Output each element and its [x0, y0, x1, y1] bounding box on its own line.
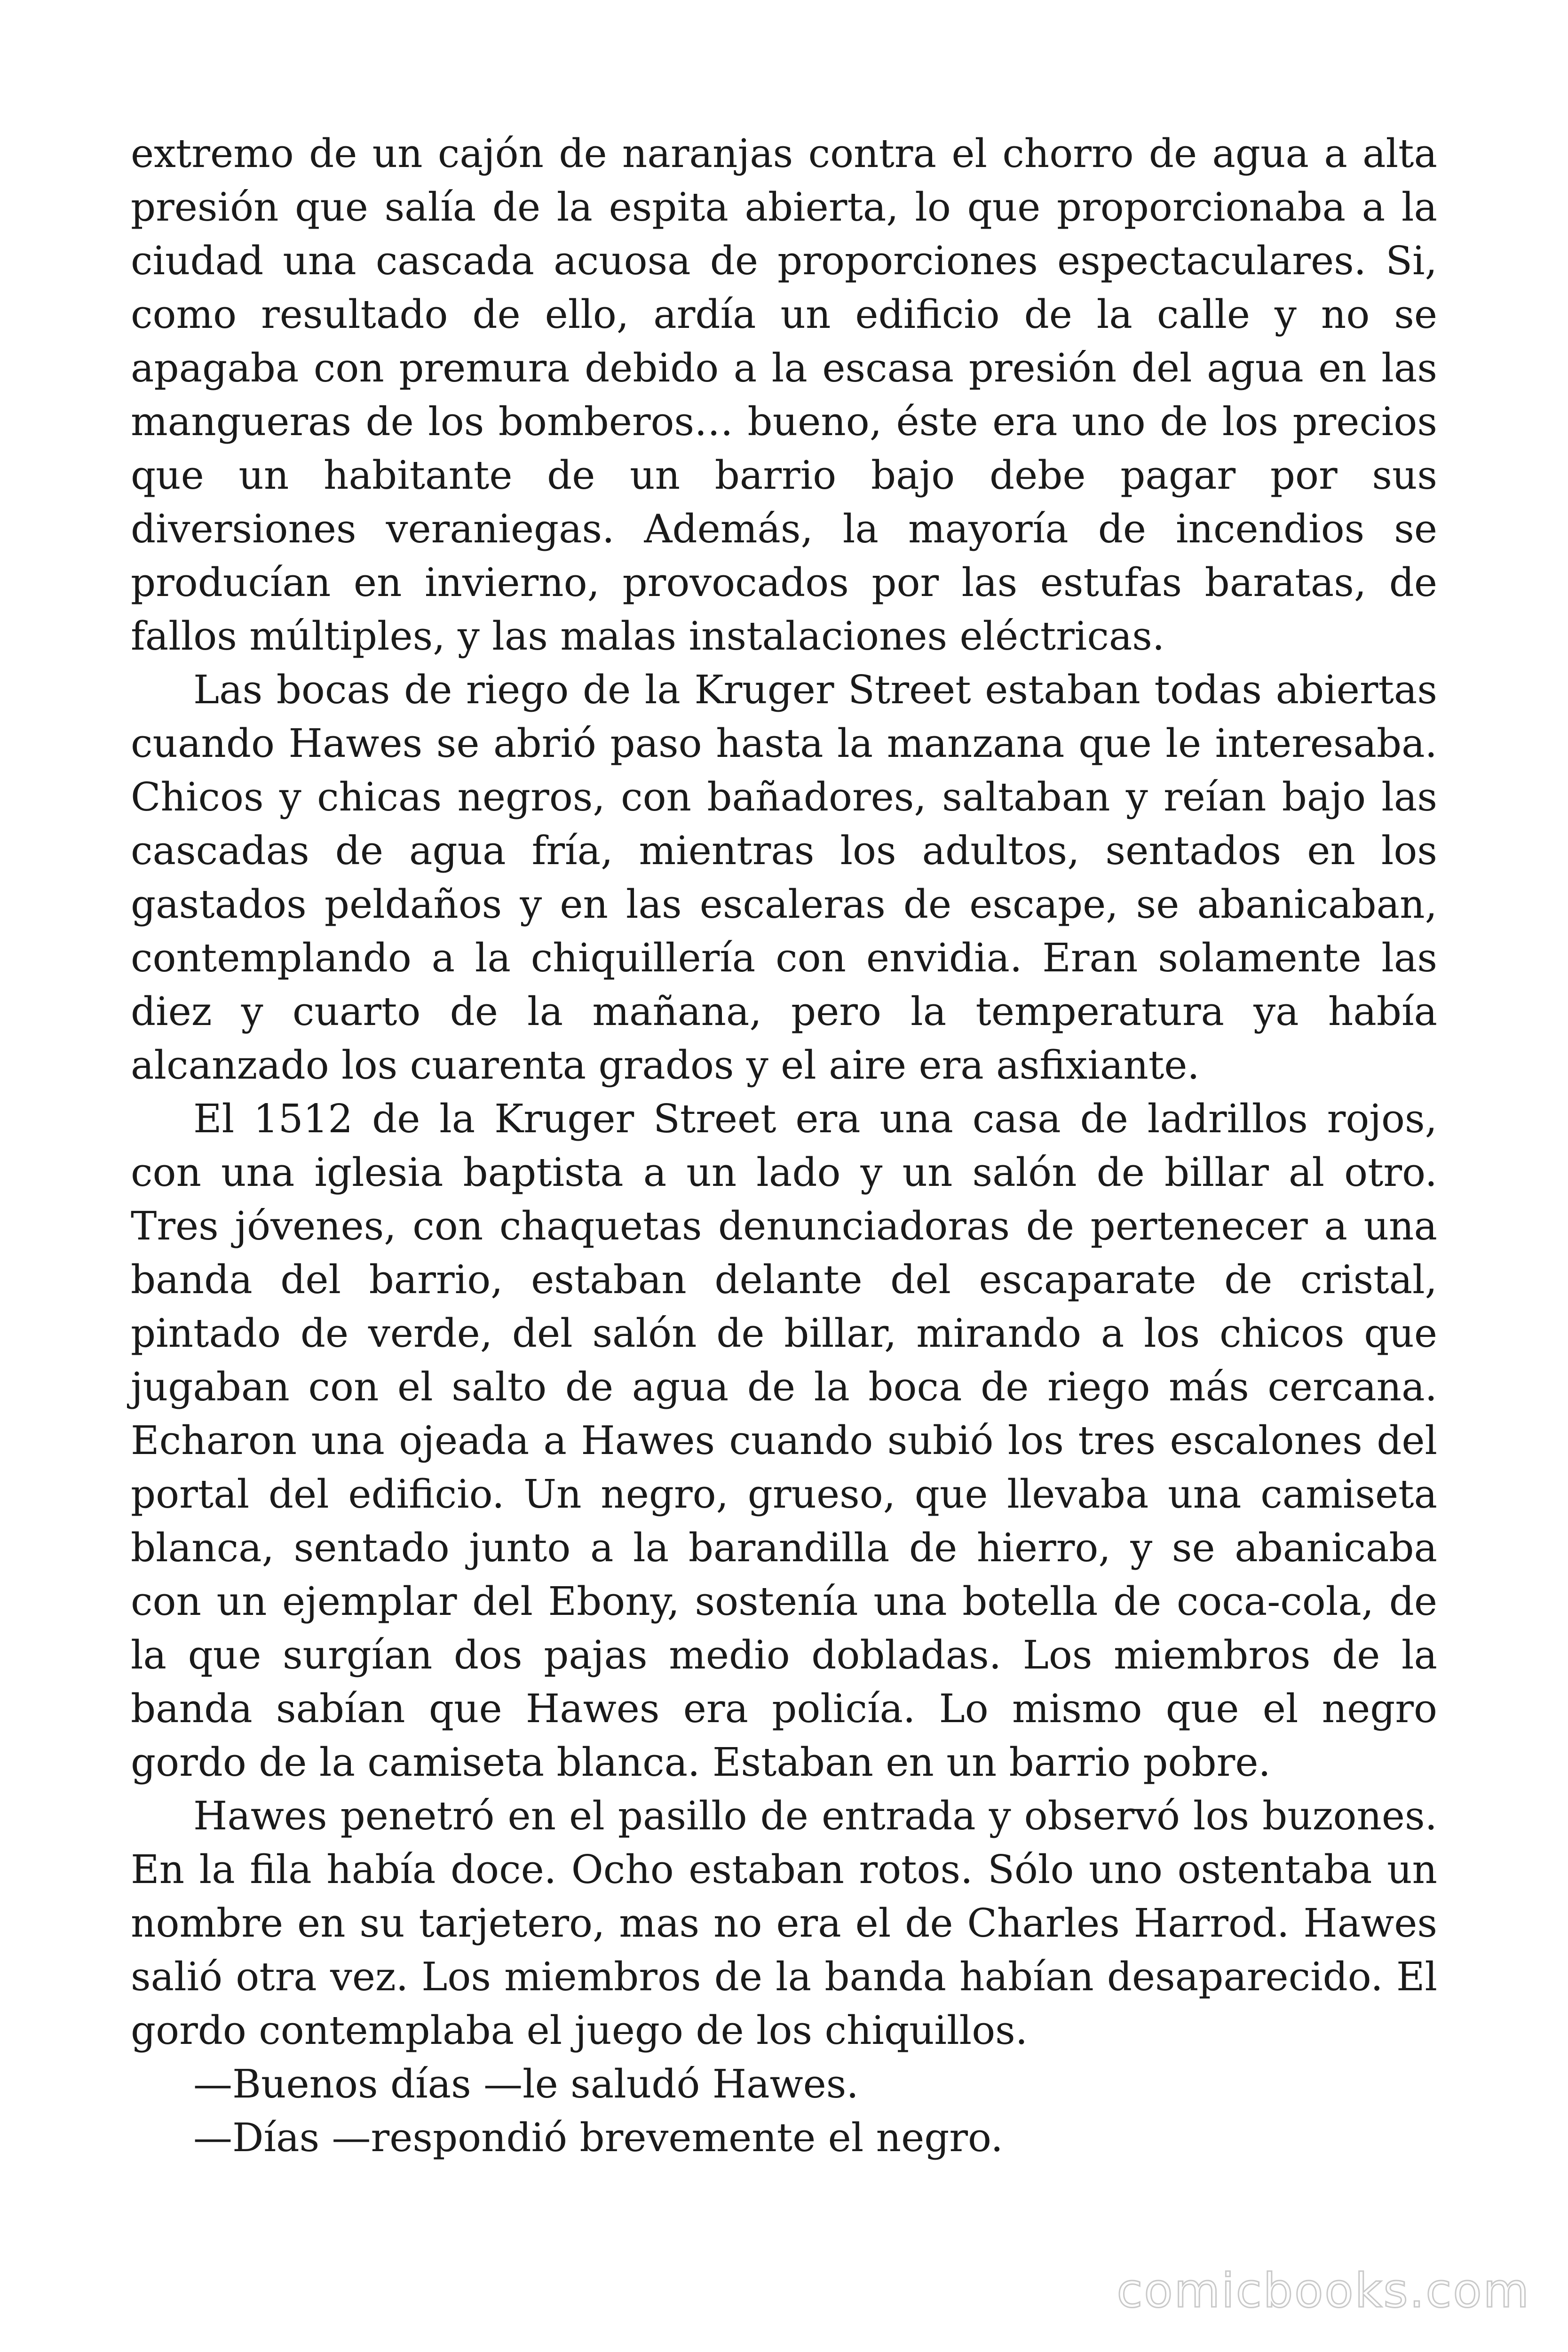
paragraph-continuation: extremo de un cajón de naranjas contra el chorro de agua a alta presión que salía de la espita abierta, lo que proporcionaba a la ciudad una cascada acuosa de proporciones espectaculares. Si, como resultado de ello, ardía un edificio de la calle y no se apagaba con premura debido a la escasa presión del agua en las mangueras de los bomberos… bueno, éste era uno de los precios que un habitante de un barrio bajo debe pagar por sus diversiones veraniegas. Además, la mayoría de incendios se producían en invierno, provocados por las estufas baratas, de fallos múltiples, y las malas instalaciones eléctricas. — [131, 131, 1437, 659]
paragraph-building-1512: El 1512 de la Kruger Street era una casa de ladrillos rojos, con una iglesia baptista a un lado y un salón de billar al otro. Tres jóvenes, con chaquetas denunciadoras de pertenecer a una banda del barrio, estaban delante del escaparate de cristal, pintado de verde, del salón de billar, mirando a los chicos que jugaban con el salto de agua de la boca de riego más cercana. Echaron una ojeada a Hawes cuando subió los tres escalones del portal del edificio. Un negro, grueso, que llevaba una camiseta blanca, sentado junto a la barandilla de hierro, y se abanicaba con un ejemplar del Ebony, sostenía una botella de coca-cola, de la que surgían dos pajas medio dobladas. Los miembros de la banda sabían que Hawes era policía. Lo mismo que el negro gordo de la camiseta blanca. Estaban en un barrio pobre. — [131, 1096, 1437, 1785]
page-body-text — [131, 127, 1437, 2165]
paragraph-mailboxes: Hawes penetró en el pasillo de entrada y observó los buzones. En la fila había doce. Ocho estaban rotos. Sólo uno ostentaba un nombre en su tarjetero, mas no era el de Charles Harrod. Hawes salió otra vez. Los miembros de la banda habían desaparecido. El gordo contemplaba el juego de los chiquillos. — [131, 1793, 1437, 2053]
watermark-text: comicbooks.com — [1117, 2263, 1530, 2318]
dialogue-line-reply: —Días —respondió brevemente el negro. — [193, 2115, 1003, 2161]
dialogue-line-greeting: —Buenos días —le saludó Hawes. — [193, 2061, 859, 2107]
paragraph-kruger-street: Las bocas de riego de la Kruger Street estaban todas abiertas cuando Hawes se abrió paso hasta la manzana que le interesaba. Chicos y chicas negros, con bañadores, saltaban y reían bajo las cascadas de agua fría, mientras los adultos, sentados en los gastados peldaños y en las escaleras de escape, se abanicaban, contemplando a la chiquillería con envidia. Eran solamente las diez y cuarto de la mañana, pero la temperatura ya había alcanzado los cuarenta grados y el aire era asfixiante. — [131, 667, 1437, 1088]
